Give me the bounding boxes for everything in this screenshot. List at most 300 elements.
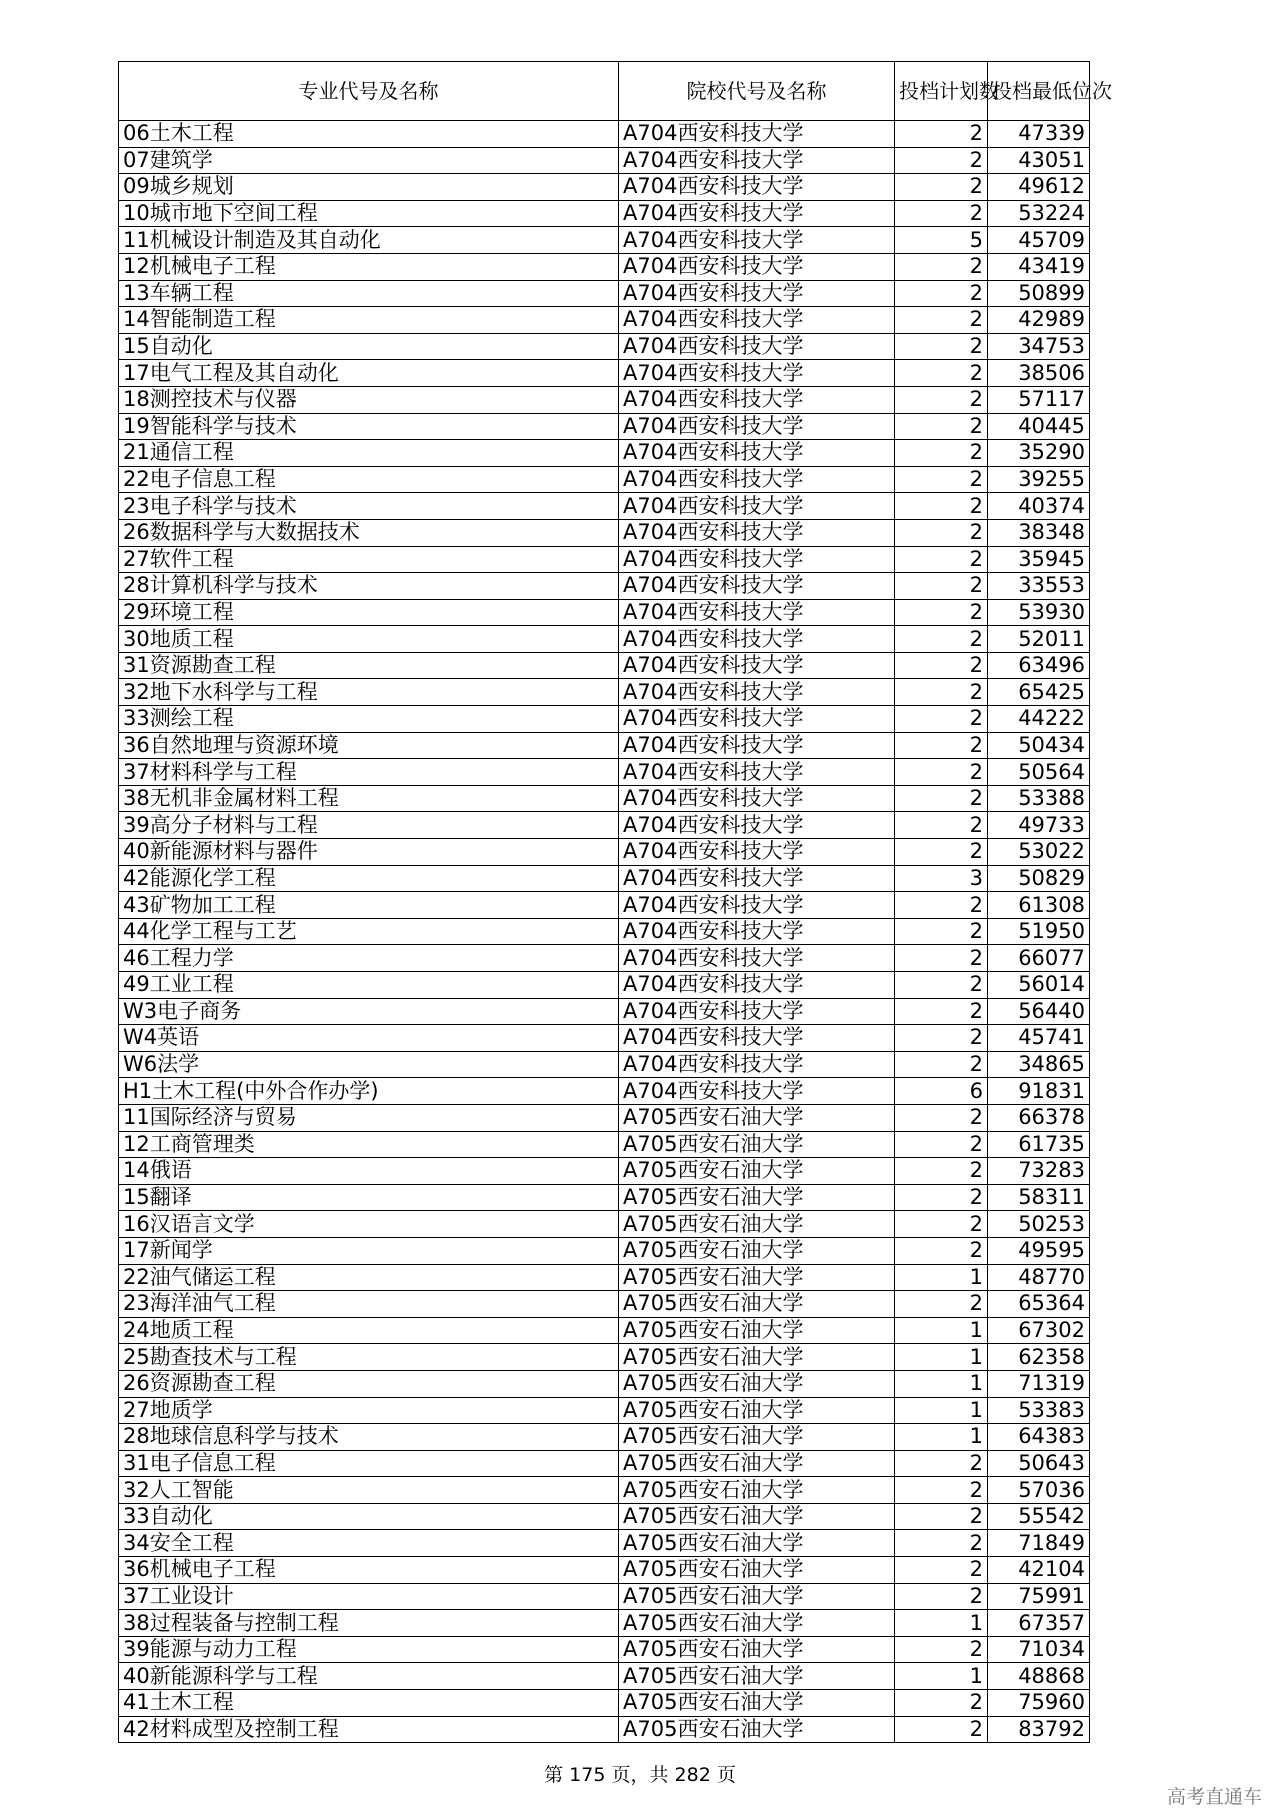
major-cell: W4英语 xyxy=(119,1025,619,1052)
plan-count-cell: 2 xyxy=(895,1716,988,1743)
major-cell: 27地质学 xyxy=(119,1397,619,1424)
min-rank-cell: 49733 xyxy=(988,812,1090,839)
table-row xyxy=(119,732,1090,759)
plan-count-cell: 1 xyxy=(895,1424,988,1451)
major-cell: W3电子商务 xyxy=(119,998,619,1025)
plan-count-cell: 5 xyxy=(895,227,988,254)
min-rank-cell: 61308 xyxy=(988,892,1090,919)
min-rank-cell: 71319 xyxy=(988,1370,1090,1397)
school-cell: A704西安科技大学 xyxy=(619,865,895,892)
min-rank-cell: 57117 xyxy=(988,386,1090,413)
plan-count-cell: 2 xyxy=(895,440,988,467)
table-row xyxy=(119,1211,1090,1238)
major-cell: 41土木工程 xyxy=(119,1690,619,1717)
table-row xyxy=(119,1078,1090,1105)
school-cell: A704西安科技大学 xyxy=(619,493,895,520)
min-rank-cell: 50643 xyxy=(988,1450,1090,1477)
school-cell: A704西安科技大学 xyxy=(619,998,895,1025)
plan-count-cell: 1 xyxy=(895,1370,988,1397)
table-row xyxy=(119,1610,1090,1637)
school-cell: A705西安石油大学 xyxy=(619,1424,895,1451)
school-cell: A704西安科技大学 xyxy=(619,121,895,148)
plan-count-cell: 2 xyxy=(895,466,988,493)
plan-count-cell: 2 xyxy=(895,945,988,972)
plan-count-cell: 2 xyxy=(895,998,988,1025)
table-row xyxy=(119,1503,1090,1530)
table-row xyxy=(119,1530,1090,1557)
school-cell: A704西安科技大学 xyxy=(619,599,895,626)
table-row xyxy=(119,1025,1090,1052)
school-cell: A705西安石油大学 xyxy=(619,1583,895,1610)
school-cell: A705西安石油大学 xyxy=(619,1557,895,1584)
table-row xyxy=(119,519,1090,546)
min-rank-cell: 56440 xyxy=(988,998,1090,1025)
school-cell: A704西安科技大学 xyxy=(619,1051,895,1078)
table-row xyxy=(119,1370,1090,1397)
school-cell: A705西安石油大学 xyxy=(619,1716,895,1743)
major-cell: 24地质工程 xyxy=(119,1317,619,1344)
min-rank-cell: 38506 xyxy=(988,360,1090,387)
table-row xyxy=(119,679,1090,706)
min-rank-cell: 83792 xyxy=(988,1716,1090,1743)
plan-count-cell: 2 xyxy=(895,1291,988,1318)
school-cell: A704西安科技大学 xyxy=(619,626,895,653)
school-cell: A704西安科技大学 xyxy=(619,519,895,546)
min-rank-cell: 53930 xyxy=(988,599,1090,626)
school-cell: A704西安科技大学 xyxy=(619,227,895,254)
plan-count-cell: 2 xyxy=(895,280,988,307)
plan-count-cell: 2 xyxy=(895,546,988,573)
table-row xyxy=(119,626,1090,653)
min-rank-cell: 75960 xyxy=(988,1690,1090,1717)
school-cell: A705西安石油大学 xyxy=(619,1370,895,1397)
plan-count-cell: 2 xyxy=(895,493,988,520)
min-rank-cell: 67357 xyxy=(988,1610,1090,1637)
min-rank-cell: 53022 xyxy=(988,839,1090,866)
plan-count-cell: 2 xyxy=(895,1503,988,1530)
major-cell: 31资源勘查工程 xyxy=(119,652,619,679)
plan-count-cell: 2 xyxy=(895,1690,988,1717)
school-cell: A704西安科技大学 xyxy=(619,546,895,573)
school-cell: A705西安石油大学 xyxy=(619,1344,895,1371)
table-row xyxy=(119,360,1090,387)
major-cell: 29环境工程 xyxy=(119,599,619,626)
major-cell: 39高分子材料与工程 xyxy=(119,812,619,839)
plan-count-cell: 2 xyxy=(895,599,988,626)
min-rank-cell: 52011 xyxy=(988,626,1090,653)
major-cell: 36自然地理与资源环境 xyxy=(119,732,619,759)
school-cell: A704西安科技大学 xyxy=(619,147,895,174)
school-cell: A704西安科技大学 xyxy=(619,679,895,706)
table-row xyxy=(119,1264,1090,1291)
major-cell: 36机械电子工程 xyxy=(119,1557,619,1584)
table-row xyxy=(119,998,1090,1025)
major-cell: 21通信工程 xyxy=(119,440,619,467)
min-rank-cell: 44222 xyxy=(988,706,1090,733)
plan-count-cell: 3 xyxy=(895,865,988,892)
table-row xyxy=(119,812,1090,839)
school-cell: A704西安科技大学 xyxy=(619,1025,895,1052)
table-row xyxy=(119,147,1090,174)
major-cell: H1土木工程(中外合作办学) xyxy=(119,1078,619,1105)
plan-count-cell: 2 xyxy=(895,1557,988,1584)
plan-count-cell: 2 xyxy=(895,1477,988,1504)
plan-count-cell: 6 xyxy=(895,1078,988,1105)
table-row xyxy=(119,121,1090,148)
school-cell: A704西安科技大学 xyxy=(619,386,895,413)
table-row xyxy=(119,865,1090,892)
min-rank-cell: 66378 xyxy=(988,1104,1090,1131)
min-rank-cell: 49612 xyxy=(988,174,1090,201)
major-cell: 17新闻学 xyxy=(119,1237,619,1264)
table-row xyxy=(119,307,1090,334)
table-row xyxy=(119,785,1090,812)
min-rank-cell: 66077 xyxy=(988,945,1090,972)
school-cell: A705西安石油大学 xyxy=(619,1636,895,1663)
school-cell: A704西安科技大学 xyxy=(619,892,895,919)
plan-count-cell: 2 xyxy=(895,1530,988,1557)
table-row xyxy=(119,253,1090,280)
header-plan-count: 投档计划数 xyxy=(895,62,988,121)
major-cell: 11机械设计制造及其自动化 xyxy=(119,227,619,254)
school-cell: A704西安科技大学 xyxy=(619,839,895,866)
school-cell: A705西安石油大学 xyxy=(619,1237,895,1264)
min-rank-cell: 50829 xyxy=(988,865,1090,892)
table-row xyxy=(119,1716,1090,1743)
min-rank-cell: 51950 xyxy=(988,918,1090,945)
plan-count-cell: 1 xyxy=(895,1344,988,1371)
plan-count-cell: 2 xyxy=(895,1636,988,1663)
table-row xyxy=(119,706,1090,733)
major-cell: 12工商管理类 xyxy=(119,1131,619,1158)
school-cell: A705西安石油大学 xyxy=(619,1264,895,1291)
school-cell: A704西安科技大学 xyxy=(619,1078,895,1105)
school-cell: A704西安科技大学 xyxy=(619,413,895,440)
table-row xyxy=(119,1424,1090,1451)
major-cell: 11国际经济与贸易 xyxy=(119,1104,619,1131)
school-cell: A704西安科技大学 xyxy=(619,253,895,280)
min-rank-cell: 53388 xyxy=(988,785,1090,812)
plan-count-cell: 2 xyxy=(895,386,988,413)
table-row xyxy=(119,1237,1090,1264)
min-rank-cell: 62358 xyxy=(988,1344,1090,1371)
table-row xyxy=(119,1131,1090,1158)
min-rank-cell: 48868 xyxy=(988,1663,1090,1690)
table-row xyxy=(119,227,1090,254)
plan-count-cell: 2 xyxy=(895,812,988,839)
min-rank-cell: 64383 xyxy=(988,1424,1090,1451)
table-row xyxy=(119,1583,1090,1610)
min-rank-cell: 43051 xyxy=(988,147,1090,174)
school-cell: A705西安石油大学 xyxy=(619,1477,895,1504)
plan-count-cell: 1 xyxy=(895,1663,988,1690)
major-cell: 38无机非金属材料工程 xyxy=(119,785,619,812)
major-cell: 40新能源科学与工程 xyxy=(119,1663,619,1690)
min-rank-cell: 57036 xyxy=(988,1477,1090,1504)
min-rank-cell: 73283 xyxy=(988,1158,1090,1185)
min-rank-cell: 42989 xyxy=(988,307,1090,334)
plan-count-cell: 2 xyxy=(895,519,988,546)
major-cell: 33自动化 xyxy=(119,1503,619,1530)
table-row xyxy=(119,972,1090,999)
plan-count-cell: 2 xyxy=(895,1131,988,1158)
major-cell: 27软件工程 xyxy=(119,546,619,573)
min-rank-cell: 55542 xyxy=(988,1503,1090,1530)
min-rank-cell: 45709 xyxy=(988,227,1090,254)
school-cell: A704西安科技大学 xyxy=(619,174,895,201)
school-cell: A705西安石油大学 xyxy=(619,1450,895,1477)
major-cell: 31电子信息工程 xyxy=(119,1450,619,1477)
major-cell: 14俄语 xyxy=(119,1158,619,1185)
school-cell: A705西安石油大学 xyxy=(619,1131,895,1158)
school-cell: A705西安石油大学 xyxy=(619,1291,895,1318)
table-row xyxy=(119,599,1090,626)
plan-count-cell: 2 xyxy=(895,892,988,919)
school-cell: A704西安科技大学 xyxy=(619,307,895,334)
table-row xyxy=(119,1690,1090,1717)
plan-count-cell: 2 xyxy=(895,1211,988,1238)
school-cell: A704西安科技大学 xyxy=(619,972,895,999)
min-rank-cell: 50253 xyxy=(988,1211,1090,1238)
major-cell: 12机械电子工程 xyxy=(119,253,619,280)
plan-count-cell: 2 xyxy=(895,333,988,360)
school-cell: A704西安科技大学 xyxy=(619,706,895,733)
table-row xyxy=(119,918,1090,945)
major-cell: 34安全工程 xyxy=(119,1530,619,1557)
plan-count-cell: 2 xyxy=(895,413,988,440)
major-cell: 46工程力学 xyxy=(119,945,619,972)
plan-count-cell: 2 xyxy=(895,1184,988,1211)
major-cell: 18测控技术与仪器 xyxy=(119,386,619,413)
major-cell: 14智能制造工程 xyxy=(119,307,619,334)
min-rank-cell: 38348 xyxy=(988,519,1090,546)
plan-count-cell: 2 xyxy=(895,759,988,786)
table-row xyxy=(119,1104,1090,1131)
table-row xyxy=(119,493,1090,520)
plan-count-cell: 2 xyxy=(895,360,988,387)
admission-table xyxy=(118,61,1112,1743)
major-cell: 13车辆工程 xyxy=(119,280,619,307)
school-cell: A705西安石油大学 xyxy=(619,1184,895,1211)
header-major: 专业代号及名称 xyxy=(119,62,619,121)
table-row xyxy=(119,892,1090,919)
major-cell: 06土木工程 xyxy=(119,121,619,148)
min-rank-cell: 71034 xyxy=(988,1636,1090,1663)
school-cell: A704西安科技大学 xyxy=(619,280,895,307)
table-row xyxy=(119,1184,1090,1211)
plan-count-cell: 1 xyxy=(895,1610,988,1637)
min-rank-cell: 75991 xyxy=(988,1583,1090,1610)
min-rank-cell: 34865 xyxy=(988,1051,1090,1078)
plan-count-cell: 2 xyxy=(895,1583,988,1610)
plan-count-cell: 2 xyxy=(895,1104,988,1131)
table-row xyxy=(119,1051,1090,1078)
school-cell: A705西安石油大学 xyxy=(619,1530,895,1557)
min-rank-cell: 50899 xyxy=(988,280,1090,307)
school-cell: A704西安科技大学 xyxy=(619,945,895,972)
plan-count-cell: 2 xyxy=(895,679,988,706)
major-cell: 10城市地下空间工程 xyxy=(119,200,619,227)
table-row xyxy=(119,466,1090,493)
min-rank-cell: 61735 xyxy=(988,1131,1090,1158)
table-row xyxy=(119,1557,1090,1584)
major-cell: 25勘查技术与工程 xyxy=(119,1344,619,1371)
school-cell: A705西安石油大学 xyxy=(619,1397,895,1424)
min-rank-cell: 45741 xyxy=(988,1025,1090,1052)
min-rank-cell: 63496 xyxy=(988,652,1090,679)
major-cell: 22电子信息工程 xyxy=(119,466,619,493)
min-rank-cell: 39255 xyxy=(988,466,1090,493)
table-row xyxy=(119,1317,1090,1344)
school-cell: A705西安石油大学 xyxy=(619,1503,895,1530)
min-rank-cell: 67302 xyxy=(988,1317,1090,1344)
table-row xyxy=(119,386,1090,413)
table-row xyxy=(119,652,1090,679)
plan-count-cell: 2 xyxy=(895,732,988,759)
table-row xyxy=(119,1344,1090,1371)
plan-count-cell: 2 xyxy=(895,573,988,600)
table-row xyxy=(119,1477,1090,1504)
min-rank-cell: 49595 xyxy=(988,1237,1090,1264)
school-cell: A704西安科技大学 xyxy=(619,732,895,759)
min-rank-cell: 65425 xyxy=(988,679,1090,706)
major-cell: 15自动化 xyxy=(119,333,619,360)
plan-count-cell: 2 xyxy=(895,652,988,679)
major-cell: 07建筑学 xyxy=(119,147,619,174)
school-cell: A704西安科技大学 xyxy=(619,333,895,360)
major-cell: 22油气储运工程 xyxy=(119,1264,619,1291)
school-cell: A704西安科技大学 xyxy=(619,652,895,679)
min-rank-cell: 48770 xyxy=(988,1264,1090,1291)
table-row xyxy=(119,1663,1090,1690)
min-rank-cell: 56014 xyxy=(988,972,1090,999)
major-cell: 26资源勘查工程 xyxy=(119,1370,619,1397)
school-cell: A704西安科技大学 xyxy=(619,573,895,600)
table-row xyxy=(119,174,1090,201)
major-cell: 28地球信息科学与技术 xyxy=(119,1424,619,1451)
table-row xyxy=(119,546,1090,573)
min-rank-cell: 65364 xyxy=(988,1291,1090,1318)
table-row xyxy=(119,945,1090,972)
major-cell: 32地下水科学与工程 xyxy=(119,679,619,706)
min-rank-cell: 53383 xyxy=(988,1397,1090,1424)
plan-count-cell: 2 xyxy=(895,121,988,148)
school-cell: A705西安石油大学 xyxy=(619,1663,895,1690)
header-school: 院校代号及名称 xyxy=(619,62,895,121)
min-rank-cell: 43419 xyxy=(988,253,1090,280)
plan-count-cell: 1 xyxy=(895,1397,988,1424)
major-cell: 15翻译 xyxy=(119,1184,619,1211)
table-row xyxy=(119,1158,1090,1185)
major-cell: 42能源化学工程 xyxy=(119,865,619,892)
plan-count-cell: 2 xyxy=(895,785,988,812)
table-row xyxy=(119,413,1090,440)
table-row xyxy=(119,1291,1090,1318)
table-row xyxy=(119,1636,1090,1663)
major-cell: 32人工智能 xyxy=(119,1477,619,1504)
school-cell: A705西安石油大学 xyxy=(619,1690,895,1717)
min-rank-cell: 40374 xyxy=(988,493,1090,520)
plan-count-cell: 2 xyxy=(895,174,988,201)
school-cell: A705西安石油大学 xyxy=(619,1610,895,1637)
plan-count-cell: 2 xyxy=(895,972,988,999)
min-rank-cell: 34753 xyxy=(988,333,1090,360)
min-rank-cell: 35945 xyxy=(988,546,1090,573)
plan-count-cell: 2 xyxy=(895,839,988,866)
plan-count-cell: 2 xyxy=(895,918,988,945)
plan-count-cell: 2 xyxy=(895,200,988,227)
table-row xyxy=(119,200,1090,227)
plan-count-cell: 2 xyxy=(895,1025,988,1052)
major-cell: 23电子科学与技术 xyxy=(119,493,619,520)
major-cell: 49工业工程 xyxy=(119,972,619,999)
school-cell: A704西安科技大学 xyxy=(619,200,895,227)
major-cell: 30地质工程 xyxy=(119,626,619,653)
min-rank-cell: 53224 xyxy=(988,200,1090,227)
major-cell: 23海洋油气工程 xyxy=(119,1291,619,1318)
min-rank-cell: 35290 xyxy=(988,440,1090,467)
plan-count-cell: 2 xyxy=(895,706,988,733)
plan-count-cell: 2 xyxy=(895,307,988,334)
major-cell: 40新能源材料与器件 xyxy=(119,839,619,866)
school-cell: A705西安石油大学 xyxy=(619,1104,895,1131)
plan-count-cell: 1 xyxy=(895,1317,988,1344)
school-cell: A704西安科技大学 xyxy=(619,466,895,493)
min-rank-cell: 50564 xyxy=(988,759,1090,786)
table-body xyxy=(119,121,1090,1743)
plan-count-cell: 2 xyxy=(895,1051,988,1078)
plan-count-cell: 2 xyxy=(895,1237,988,1264)
min-rank-cell: 71849 xyxy=(988,1530,1090,1557)
table-row xyxy=(119,839,1090,866)
major-cell: 43矿物加工工程 xyxy=(119,892,619,919)
plan-count-cell: 2 xyxy=(895,147,988,174)
table-header-row xyxy=(119,62,1090,121)
school-cell: A704西安科技大学 xyxy=(619,812,895,839)
school-cell: A705西安石油大学 xyxy=(619,1211,895,1238)
table-row xyxy=(119,280,1090,307)
table-row xyxy=(119,759,1090,786)
table-row xyxy=(119,440,1090,467)
plan-count-cell: 2 xyxy=(895,1450,988,1477)
major-cell: 37工业设计 xyxy=(119,1583,619,1610)
major-cell: 17电气工程及其自动化 xyxy=(119,360,619,387)
min-rank-cell: 33553 xyxy=(988,573,1090,600)
school-cell: A704西安科技大学 xyxy=(619,785,895,812)
table-row xyxy=(119,333,1090,360)
header-min-rank: 投档最低位次 xyxy=(988,62,1090,121)
major-cell: 44化学工程与工艺 xyxy=(119,918,619,945)
plan-count-cell: 2 xyxy=(895,1158,988,1185)
watermark-text: 高考直通车 xyxy=(1166,1786,1262,1808)
plan-count-cell: 1 xyxy=(895,1264,988,1291)
table-row xyxy=(119,573,1090,600)
major-cell: 28计算机科学与技术 xyxy=(119,573,619,600)
school-cell: A704西安科技大学 xyxy=(619,918,895,945)
min-rank-cell: 91831 xyxy=(988,1078,1090,1105)
plan-count-cell: 2 xyxy=(895,253,988,280)
min-rank-cell: 58311 xyxy=(988,1184,1090,1211)
min-rank-cell: 40445 xyxy=(988,413,1090,440)
min-rank-cell: 50434 xyxy=(988,732,1090,759)
school-cell: A704西安科技大学 xyxy=(619,759,895,786)
major-cell: 09城乡规划 xyxy=(119,174,619,201)
major-cell: 19智能科学与技术 xyxy=(119,413,619,440)
school-cell: A705西安石油大学 xyxy=(619,1317,895,1344)
page-footer: 第 175 页，共 282 页 xyxy=(544,1764,736,1786)
school-cell: A704西安科技大学 xyxy=(619,360,895,387)
plan-count-cell: 2 xyxy=(895,626,988,653)
